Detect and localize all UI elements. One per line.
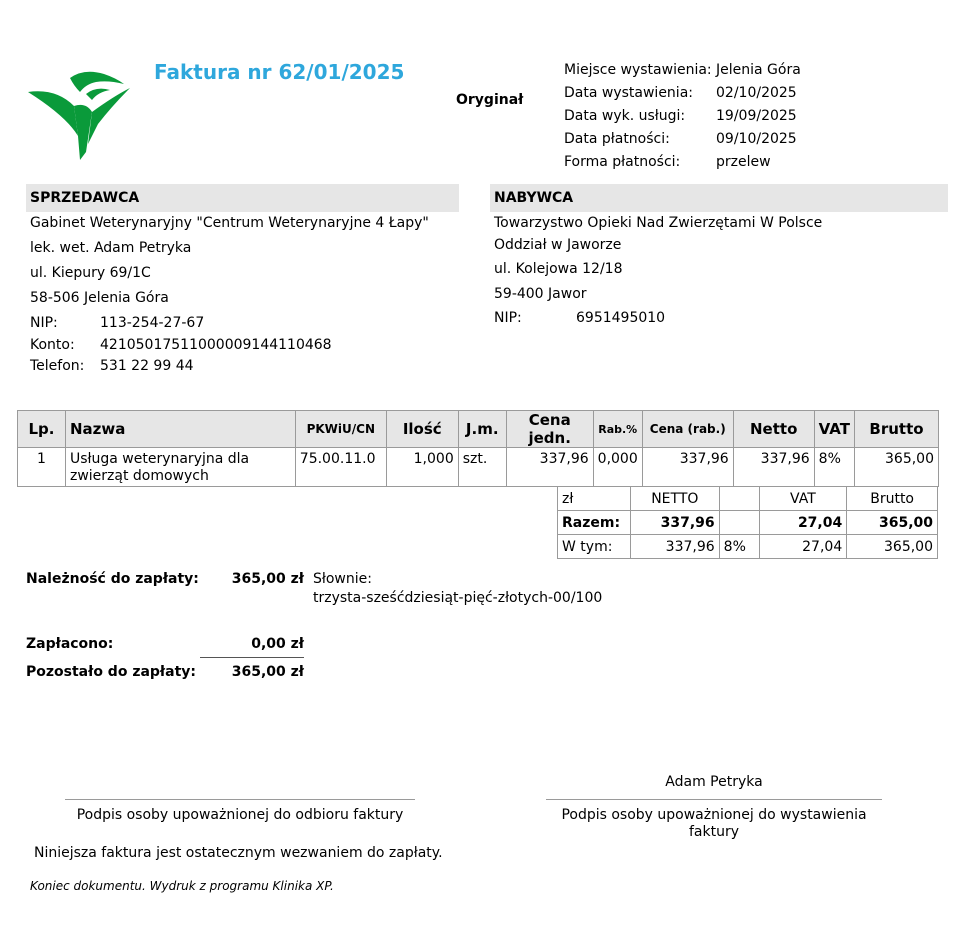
- col-header-unit-price: Cena jedn.: [506, 411, 593, 448]
- items-table: [17, 410, 939, 487]
- buyer-nip: 6951495010: [576, 310, 666, 326]
- seller-nip: 113-254-27-67: [100, 315, 205, 331]
- original-label: Oryginał: [456, 92, 524, 108]
- paid-underline: [200, 657, 304, 658]
- issuer-signature-line: [546, 799, 882, 800]
- col-header-discount: Rab.%: [593, 411, 642, 448]
- cell-gross: 365,00: [854, 448, 938, 487]
- remaining-amount: 365,00 zł: [231, 664, 304, 680]
- clinic-logo-icon: [26, 66, 134, 162]
- invoice-title: Faktura nr 62/01/2025: [154, 60, 405, 84]
- seller-nip-label: NIP:: [30, 315, 58, 331]
- summary-of-which-brutto: 365,00: [847, 535, 938, 559]
- seller-line: Gabinet Weterynaryjny "Centrum Weterynaryjne 4 Łapy": [30, 215, 429, 231]
- summary-total-netto: 337,96: [630, 511, 719, 535]
- buyer-line: ul. Kolejowa 12/18: [494, 261, 623, 277]
- summary-header-row: [558, 487, 938, 511]
- summary-total-row: [558, 511, 938, 535]
- summary-col-vat: VAT: [759, 487, 847, 511]
- summary-of-which-label: W tym:: [558, 535, 631, 559]
- col-header-unit: J.m.: [458, 411, 506, 448]
- seller-line: ul. Kiepury 69/1C: [30, 265, 151, 281]
- summary-currency: zł: [558, 487, 631, 511]
- words-value: trzysta-sześćdziesiąt-pięć-złotych-00/100: [313, 590, 603, 606]
- items-header-row: [18, 411, 939, 448]
- col-header-qty: Ilość: [386, 411, 458, 448]
- buyer-line: 59-400 Jawor: [494, 286, 587, 302]
- seller-line: 58-506 Jelenia Góra: [30, 290, 169, 306]
- buyer-nip-label: NIP:: [494, 310, 522, 326]
- due-label: Należność do zapłaty:: [26, 571, 199, 587]
- issuer-signature-caption: Podpis osoby upoważnionej do wystawienia: [561, 807, 867, 823]
- cell-pkwiu: 75.00.11.0: [295, 448, 386, 487]
- summary-of-which-row: [558, 535, 938, 559]
- due-amount: 365,00 zł: [231, 571, 304, 587]
- cell-net: 337,96: [733, 448, 814, 487]
- cell-qty: 1,000: [386, 448, 458, 487]
- receiver-signature-caption: Podpis osoby upoważnionej do odbioru faktury: [76, 807, 404, 823]
- seller-phone: 531 22 99 44: [100, 358, 194, 374]
- cell-unit-price: 337,96: [506, 448, 593, 487]
- summary-total-vat: 27,04: [759, 511, 847, 535]
- col-header-vat: VAT: [814, 411, 854, 448]
- summary-col-rate: [719, 487, 759, 511]
- buyer-line: Oddział w Jaworze: [494, 237, 622, 253]
- col-header-gross: Brutto: [854, 411, 938, 448]
- cell-vat: 8%: [814, 448, 854, 487]
- col-header-name: Nazwa: [65, 411, 295, 448]
- cell-unit: szt.: [458, 448, 506, 487]
- summary-total-label: Razem:: [558, 511, 631, 535]
- meta-label: Miejsce wystawienia:: [564, 62, 712, 78]
- summary-of-which-rate: 8%: [719, 535, 759, 559]
- buyer-heading: NABYWCA: [490, 184, 948, 212]
- summary-total-rate: [719, 511, 759, 535]
- remaining-label: Pozostało do zapłaty:: [26, 664, 196, 680]
- col-header-price-discounted: Cena (rab.): [642, 411, 733, 448]
- paid-label: Zapłacono:: [26, 636, 114, 652]
- cell-lp: 1: [18, 448, 66, 487]
- paid-amount: 0,00 zł: [251, 636, 304, 652]
- meta-value: 09/10/2025: [716, 131, 797, 147]
- cell-price-discounted: 337,96: [642, 448, 733, 487]
- col-header-net: Netto: [733, 411, 814, 448]
- meta-label: Data wyk. usługi:: [564, 108, 686, 124]
- meta-value: 19/09/2025: [716, 108, 797, 124]
- vat-summary-table: [557, 486, 938, 559]
- seller-phone-label: Telefon:: [30, 358, 85, 374]
- summary-col-brutto: Brutto: [847, 487, 938, 511]
- summary-of-which-vat: 27,04: [759, 535, 847, 559]
- seller-account-label: Konto:: [30, 337, 75, 353]
- meta-value: przelew: [716, 154, 771, 170]
- summary-of-which-netto: 337,96: [630, 535, 719, 559]
- seller-heading: SPRZEDAWCA: [26, 184, 459, 212]
- words-label: Słownie:: [313, 571, 372, 587]
- table-row: [18, 448, 939, 487]
- meta-label: Data wystawienia:: [564, 85, 693, 101]
- issuer-signature-caption-cont: faktury: [688, 824, 740, 839]
- cell-discount: 0,000: [593, 448, 642, 487]
- meta-value: Jelenia Góra: [716, 62, 801, 78]
- col-header-pkwiu: PKWiU/CN: [295, 411, 386, 448]
- col-header-lp: Lp.: [18, 411, 66, 448]
- meta-value: 02/10/2025: [716, 85, 797, 101]
- final-notice: Niniejsza faktura jest ostatecznym wezwaniem do zapłaty.: [34, 845, 443, 861]
- end-of-document-note: Koniec dokumentu. Wydruk z programu Klinika XP.: [30, 879, 334, 893]
- cell-name: Usługa weterynaryjna dla zwierząt domowych: [65, 448, 295, 487]
- summary-col-netto: NETTO: [630, 487, 719, 511]
- receiver-signature-line: [65, 799, 415, 800]
- summary-total-brutto: 365,00: [847, 511, 938, 535]
- issuer-name: Adam Petryka: [665, 774, 763, 790]
- seller-account: 42105017511000009144110468: [100, 337, 332, 353]
- meta-label: Data płatności:: [564, 131, 670, 147]
- seller-line: lek. wet. Adam Petryka: [30, 240, 192, 256]
- meta-label: Forma płatności:: [564, 154, 681, 170]
- buyer-line: Towarzystwo Opieki Nad Zwierzętami W Polsce: [494, 215, 823, 231]
